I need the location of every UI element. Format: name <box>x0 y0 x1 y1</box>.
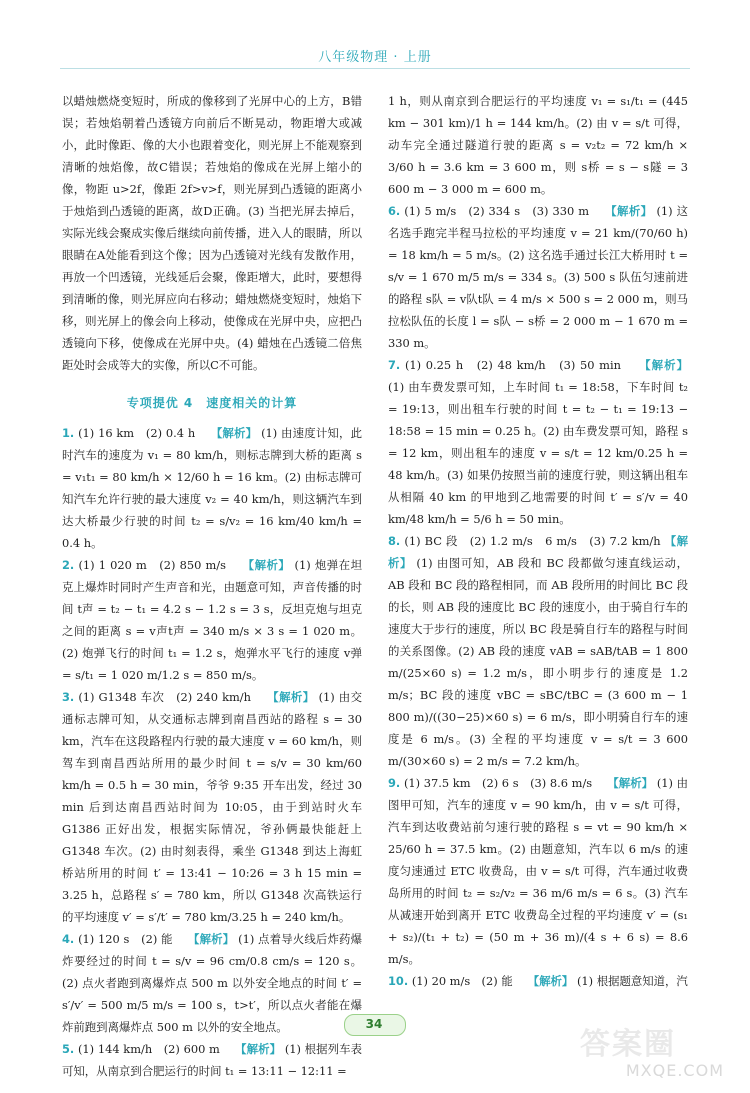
item-answer: (1) 1 020 m (2) 850 m/s <box>78 558 239 572</box>
item-answer: (1) 37.5 km (2) 6 s (3) 8.6 m/s <box>403 776 604 790</box>
item-analysis: (1) 由图甲可知，汽车的速度 v = 90 km/h，由 v = s/t 可得，汽车到达收费站前匀速行驶的路程 s = vt = 90 km/h × 25/60 h = 37.5 km。(2) 由题意知，汽车以 6 m/s 的速度匀速通过 ETC 收费岛，由 v = s/t 可得，汽车通过收费岛所用的时间 t₂ = s₂/v₂ = 36 m/6 m/s = 6 s。(3) 汽车从减速开始到离开 ETC 收费岛全过程的平均速度 v′ = (s₁ + s₂)/(t₁ + t₂) = (50 m + 36 m)/(4 s + 6 s) = 8.6 m/s。 <box>388 776 689 966</box>
item-analysis: (1) 由图可知，AB 段和 BC 段都做匀速直线运动，AB 段和 BC 段的路程相同，而 AB 段所用的时间比 BC 段的长，则 AB 段的速度比 BC 段的速度小，由于骑自行车的速度大于步行的速度，所以 BC 段是骑自行车的路程与时间的关系图像。(2) AB 段的速度 vAB = sAB/tAB = 1 800 m/(25×60 s) = 1.2 m/s，即小明步行的速度是 1.2 m/s；BC 段的速度 vBC = sBC/tBC = (3 600 m − 1 800 m)/((30−25)×60 s) = 6 m/s，即小明骑自行车的速度是 6 m/s。(3) 全程的平均速度 v = s/t = 3 600 m/(30×60 s) = 2 m/s = 7.2 km/h。 <box>388 556 688 768</box>
analysis-tag: 【解析】 <box>267 690 315 704</box>
item-analysis: (1) 根据题意知道，汽 <box>576 974 688 988</box>
answer-item-4 <box>62 928 362 1038</box>
item-number: 9. <box>388 776 401 790</box>
page-number-badge <box>330 1012 420 1036</box>
answer-item-2 <box>62 554 362 686</box>
item-analysis: (1) 炮弹在坦克上爆炸时同时产生声音和光，由题意可知，声音传播的时间 t声 = t₂ − t₁ = 4.2 s − 1.2 s = 3 s，反坦克炮与坦克之间的距离 s = v声t声 = 340 m/s × 3 s = 1 020 m。(2) 炮弹飞行的时间 t₁ = 1.2 s，炮弹水平飞行的速度 v弹 = s/t₁ = 1 020 m/1.2 s = 850 m/s。 <box>62 558 363 682</box>
item-number: 8. <box>388 534 401 548</box>
answer-item-1 <box>62 422 362 554</box>
answer-item-7 <box>388 354 688 530</box>
item-analysis: (1) 点着导火线后炸药爆炸要经过的时间 t = s/v = 96 cm/0.8 cm/s = 120 s。(2) 点火者跑到离爆炸点 500 m 以外安全地点的时间 t′ = s′/v′ = 500 m/5 m/s = 100 s，t>t′，所以点火者能在爆炸前跑到离爆炸点 500 m 以外的安全地点。 <box>62 932 362 1034</box>
header-rule <box>60 68 690 69</box>
item-analysis: (1) 由速度计知，此时汽车的速度为 v₁ = 80 km/h，则标志牌到大桥的距离 s = v₁t₁ = 80 km/h × 12/60 h = 16 km。(2) 由标志牌可知汽车允许行驶的最大速度 v₂ = 40 km/h，则这辆汽车到达大桥最少行驶的时间 t₂ = s/v₂ = 16 km/40 km/h = 0.4 h。 <box>62 426 363 550</box>
item-answer: (1) 5 m/s (2) 334 s (3) 330 m <box>404 204 602 218</box>
analysis-tag: 【解析】 <box>388 534 688 570</box>
item-number: 7. <box>388 358 401 372</box>
item-number: 4. <box>62 932 75 946</box>
left-column <box>62 90 362 1082</box>
analysis-tag: 【解析】 <box>235 1042 282 1056</box>
item-answer: (1) G1348 车次 (2) 240 km/h <box>78 690 264 704</box>
item-number: 3. <box>62 690 75 704</box>
analysis-tag: 【解析】 <box>210 426 258 440</box>
item-analysis: (1) 根据列车表可知，从南京到合肥运行的时间 t₁ = 13:11 − 12:11 = <box>62 1042 362 1078</box>
item-analysis: (1) 这名选手跑完半程马拉松的平均速度 v = 21 km/(70/60 h) = 18 km/h = 5 m/s。(2) 这名选手通过长江大桥用时 t = s/v = 1 670 m/5 m/s = 334 s。(3) 500 s 队伍匀速前进的路程 s队 = v队t队 = 4 m/s × 500 s = 2 000 m，则马拉松队伍的长度 l = s队 − s桥 = 2 000 m − 1 670 m = 330 m。 <box>388 204 688 350</box>
item-analysis: (1) 由交通标志牌可知，从交通标志牌到南昌西站的路程 s = 30 km，汽车在这段路程内行驶的最大速度 v = 60 km/h，则驾车到南昌西站所用的最少时间 t = s/v = 30 km/60 km/h = 0.5 h = 30 min，爷爷 9:35 开车出发，经过 30 min 后到达南昌西站时间为 10:05，由于到站时火车 G1386 正好出发，根据实际情况，爷孙俩最快能赶上 G1348 车次。(2) 由时刻表得，乘坐 G1348 到达上海虹桥站所用的时间 t′ = 13:41 − 10:26 = 3 h 15 min = 3.25 h，总路程 s′ = 780 km，所以 G1348 次高铁运行的平均速度 v′ = s′/t′ = 780 km/3.25 h = 240 km/h。 <box>62 690 363 924</box>
item-number: 5. <box>62 1042 75 1056</box>
book-title: 八年级物理 · 上册 <box>318 50 432 65</box>
item-number: 6. <box>388 204 401 218</box>
page-number: 34 <box>365 1017 383 1031</box>
watermark-logo <box>580 1028 730 1086</box>
analysis-tag: 【解析】 <box>607 776 654 790</box>
answer-item-5 <box>62 1038 362 1082</box>
watermark-url: MXQE.COM <box>625 1061 724 1080</box>
continued-paragraph: 以蜡烛燃烧变短时，所成的像移到了光屏中心的上方，B错误；若烛焰朝着凸透镜方向前后不断晃动，物距增大或减小，此时像距、像的大小也跟着变化，则光屏上不能观察到清晰的烛焰像，故C错误；若烛焰的像成在光屏上缩小的像，物距 u>2f，像距 2f>v>f，则光屏到凸透镜的距离小于烛焰到凸透镜的距离，故D正确。(3) 当把光屏去掉后，实际光线会聚成实像后继续向前传播，进入人的眼睛，所以眼睛在A处能看到这个像；因为凸透镜对光线有发散作用，再放一个凹透镜，光线延后会聚，像距增大，此时，要想得到清晰的像，则光屏应向右移动；蜡烛燃烧变短时，烛焰下移，则光屏上的像会向上移动，使像成在光屏中央，应把凸透镜向下移，使像成在光屏中央。(4) 蜡烛在凸透镜二倍焦距处时会成等大的实像，所以C不可能。 <box>62 94 362 372</box>
item-number: 1. <box>62 426 75 440</box>
analysis-tag: 【解析】 <box>639 358 688 372</box>
item-number: 2. <box>62 558 75 572</box>
item-answer: (1) BC 段 (2) 1.2 m/s 6 m/s (3) 7.2 km/h <box>404 534 661 548</box>
item-number: 10. <box>388 974 409 988</box>
answer-item-6 <box>388 200 688 354</box>
analysis-tag: 【解析】 <box>605 204 653 218</box>
item-answer: (1) 0.25 h (2) 48 km/h (3) 50 min <box>404 358 635 372</box>
item-answer: (1) 20 m/s (2) 能 <box>411 974 525 988</box>
analysis-tag: 【解析】 <box>527 974 574 988</box>
continued-answer-5: 1 h，则从南京到合肥运行的平均速度 v₁ = s₁/t₁ = (445 km − 301 km)/1 h = 144 km/h。(2) 由 v = s/t 可得，动车完全通过隧道行驶的距离 s = v₂t₂ = 72 km/h × 3/60 h = 3.6 km = 3 600 m，则 s桥 = s − s隧 = 3 600 m − 3 000 m = 600 m。 <box>388 94 688 196</box>
item-answer: (1) 120 s (2) 能 <box>78 932 185 946</box>
item-answer: (1) 144 km/h (2) 600 m <box>77 1042 232 1056</box>
answer-item-10 <box>388 970 688 992</box>
analysis-tag: 【解析】 <box>242 558 291 572</box>
page-header <box>60 40 690 70</box>
item-analysis: (1) 由车费发票可知，上车时间 t₁ = 18:58，下车时间 t₂ = 19:13，则出租车行驶的时间 t = t₂ − t₁ = 19:13 − 18:58 = 15 min = 0.25 h。(2) 由车费发票可知，路程 s = 12 km，则出租车的速度 v = s/t = 12 km/0.25 h = 48 km/h。(3) 如果仍按照当前的速度行驶，则这辆出租车从相隔 40 km 的甲地到乙地需要的时间 t′ = s′/v = 40 km/48 km/h = 5/6 h = 50 min。 <box>388 380 688 526</box>
answer-item-9 <box>388 772 688 970</box>
section-title: 专项提优 4 速度相关的计算 <box>126 396 298 410</box>
right-column <box>388 90 688 992</box>
watermark-text: 答案圈 <box>580 1027 676 1062</box>
analysis-tag: 【解析】 <box>188 932 235 946</box>
item-answer: (1) 16 km (2) 0.4 h <box>78 426 207 440</box>
answer-item-3 <box>62 686 362 928</box>
answer-item-8 <box>388 530 688 772</box>
